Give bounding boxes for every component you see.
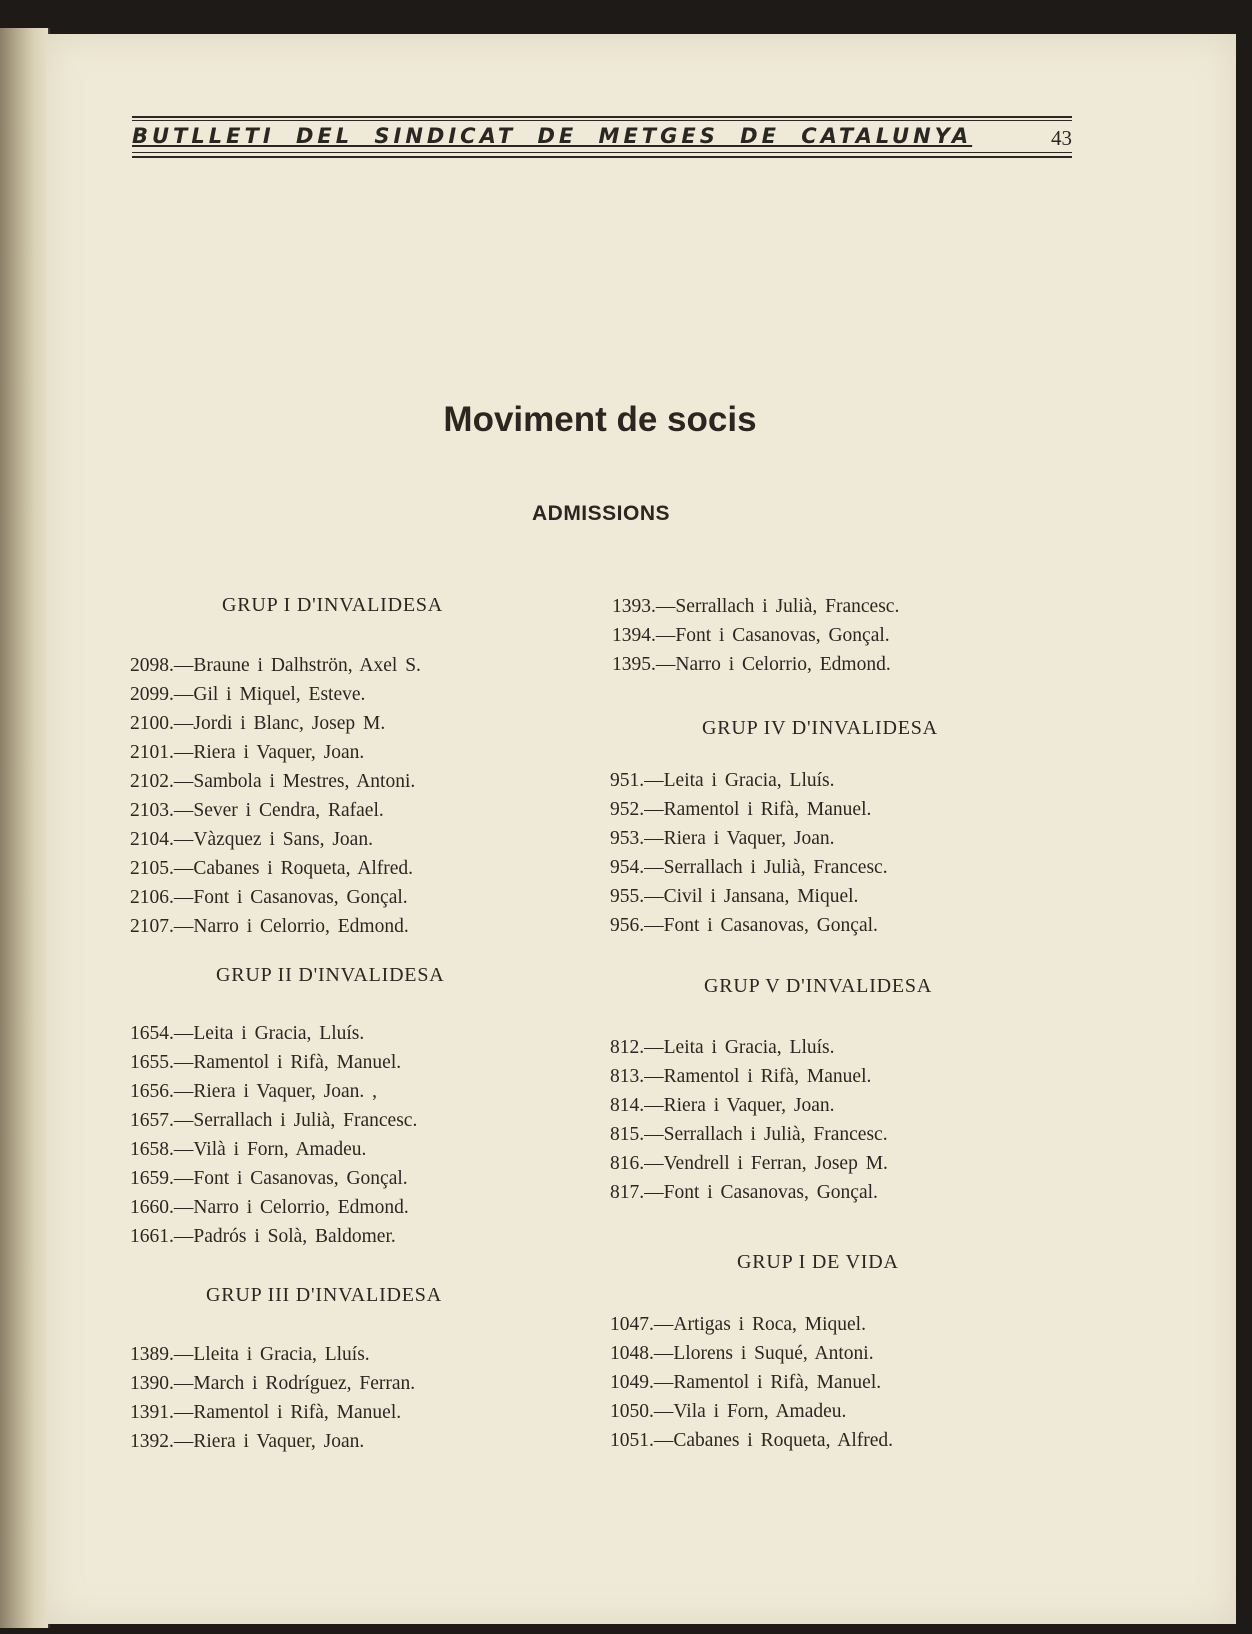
running-header bbox=[132, 116, 1072, 162]
page-number: 43 bbox=[1051, 126, 1072, 150]
list-item bbox=[610, 795, 888, 824]
member-number: 1658. bbox=[130, 1139, 174, 1160]
list-item bbox=[130, 1340, 415, 1369]
member-name: —Leita i Gracia, Lluís. bbox=[173, 1023, 365, 1044]
list-item bbox=[130, 1048, 417, 1077]
member-number: 1661. bbox=[130, 1226, 174, 1247]
member-name: —Lleita i Gracia, Lluís. bbox=[173, 1344, 370, 1365]
member-number: 1389. bbox=[130, 1344, 174, 1365]
article-title: Moviment de socis bbox=[443, 400, 757, 439]
list-item bbox=[610, 1310, 893, 1339]
member-number: 953. bbox=[610, 828, 645, 849]
list-item bbox=[130, 854, 421, 883]
list-item bbox=[130, 1427, 415, 1456]
entry-list bbox=[130, 1019, 417, 1251]
entry-list bbox=[610, 766, 888, 940]
member-name: —Civil i Jansana, Miquel. bbox=[644, 886, 859, 907]
member-number: 1047. bbox=[610, 1314, 654, 1335]
list-item bbox=[612, 650, 899, 679]
header-rule bbox=[132, 116, 1072, 118]
list-item bbox=[610, 882, 888, 911]
member-number: 2107. bbox=[130, 916, 174, 937]
member-number: 1654. bbox=[130, 1023, 174, 1044]
member-number: 2101. bbox=[130, 742, 174, 763]
member-name: —Serrallach i Julià, Francesc. bbox=[644, 857, 888, 878]
member-number: 816. bbox=[610, 1153, 645, 1174]
member-name: —Leita i Gracia, Lluís. bbox=[644, 1037, 835, 1058]
group-title: GRUP I D'INVALIDESA bbox=[222, 594, 444, 616]
member-number: 2106. bbox=[130, 887, 174, 908]
member-name: —Serrallach i Julià, Francesc. bbox=[644, 1124, 888, 1145]
member-number: 1656. bbox=[130, 1081, 174, 1102]
member-name: —Font i Casanovas, Gonçal. bbox=[644, 1182, 878, 1203]
member-name: —Ramentol i Rifà, Manuel. bbox=[644, 1066, 872, 1087]
list-item bbox=[130, 1193, 417, 1222]
member-number: 2105. bbox=[130, 858, 174, 879]
member-number: 814. bbox=[610, 1095, 645, 1116]
list-item bbox=[130, 825, 421, 854]
member-number: 1393. bbox=[612, 596, 656, 617]
member-number: 1659. bbox=[130, 1168, 174, 1189]
group-title: GRUP II D'INVALIDESA bbox=[216, 964, 445, 986]
list-item bbox=[130, 1222, 417, 1251]
member-number: 1051. bbox=[610, 1430, 654, 1451]
member-name: —Artigas i Roca, Miquel. bbox=[653, 1314, 866, 1335]
member-name: —Sambola i Mestres, Antoni. bbox=[173, 771, 416, 792]
member-name: —Ramentol i Rifà, Manuel. bbox=[653, 1372, 882, 1393]
list-item bbox=[130, 1135, 417, 1164]
member-name: —Leita i Gracia, Lluís. bbox=[644, 770, 835, 791]
list-item bbox=[130, 1019, 417, 1048]
member-name: —March i Rodríguez, Ferran. bbox=[173, 1373, 416, 1394]
list-item bbox=[610, 1368, 893, 1397]
member-number: 1050. bbox=[610, 1401, 654, 1422]
member-name: —Riera i Vaquer, Joan. bbox=[644, 1095, 835, 1116]
entry-list bbox=[130, 651, 421, 941]
list-item bbox=[130, 680, 421, 709]
member-name: —Font i Casanovas, Gonçal. bbox=[173, 887, 408, 908]
member-number: 2100. bbox=[130, 713, 174, 734]
list-item bbox=[610, 1339, 893, 1368]
member-number: 2099. bbox=[130, 684, 174, 705]
list-item bbox=[612, 592, 899, 621]
member-number: 1391. bbox=[130, 1402, 174, 1423]
member-number: 1394. bbox=[612, 625, 656, 646]
member-name: —Font i Casanovas, Gonçal. bbox=[644, 915, 878, 936]
entry-list bbox=[610, 1033, 888, 1207]
member-name: —Cabanes i Roqueta, Alfred. bbox=[173, 858, 414, 879]
list-item bbox=[610, 1062, 888, 1091]
member-number: 1048. bbox=[610, 1343, 654, 1364]
group-title: GRUP IV D'INVALIDESA bbox=[702, 717, 938, 739]
member-number: 1657. bbox=[130, 1110, 174, 1131]
member-name: —Narro i Celorrio, Edmond. bbox=[173, 1197, 409, 1218]
member-name: —Vendrell i Ferran, Josep M. bbox=[644, 1153, 888, 1174]
member-name: —Jordi i Blanc, Josep M. bbox=[173, 713, 386, 734]
member-number: 2102. bbox=[130, 771, 174, 792]
group-title: GRUP III D'INVALIDESA bbox=[206, 1284, 442, 1306]
list-item bbox=[130, 1398, 415, 1427]
list-item bbox=[130, 709, 421, 738]
member-name: —Serrallach i Julià, Francesc. bbox=[655, 596, 900, 617]
header-rule bbox=[132, 120, 1072, 121]
list-item bbox=[130, 1077, 417, 1106]
list-item bbox=[610, 1033, 888, 1062]
group-title: GRUP I DE VIDA bbox=[737, 1251, 899, 1273]
entry-list bbox=[610, 1310, 893, 1455]
book-binding bbox=[0, 28, 50, 1628]
list-item bbox=[610, 1178, 888, 1207]
header-rule bbox=[132, 156, 1072, 158]
member-name: —Riera i Vaquer, Joan. bbox=[173, 742, 365, 763]
running-title: BUTLLETI DEL SINDICAT DE METGES DE CATALUNYA bbox=[132, 124, 973, 148]
member-name: —Ramentol i Rifà, Manuel. bbox=[173, 1052, 402, 1073]
member-name: —Ramentol i Rifà, Manuel. bbox=[173, 1402, 402, 1423]
list-item bbox=[130, 1369, 415, 1398]
member-number: 2103. bbox=[130, 800, 174, 821]
member-name: —Gil i Miquel, Esteve. bbox=[173, 684, 366, 705]
member-name: —Font i Casanovas, Gonçal. bbox=[655, 625, 890, 646]
entry-list bbox=[130, 1340, 415, 1456]
list-item bbox=[610, 766, 888, 795]
member-number: 817. bbox=[610, 1182, 645, 1203]
list-item bbox=[610, 1426, 893, 1455]
list-item bbox=[130, 738, 421, 767]
group-title: GRUP V D'INVALIDESA bbox=[704, 975, 933, 997]
member-name: —Font i Casanovas, Gonçal. bbox=[173, 1168, 408, 1189]
member-name: —Riera i Vaquer, Joan. , bbox=[173, 1081, 377, 1102]
list-item bbox=[130, 1106, 417, 1135]
member-number: 2098. bbox=[130, 655, 174, 676]
member-number: 812. bbox=[610, 1037, 645, 1058]
member-number: 815. bbox=[610, 1124, 645, 1145]
member-name: —Narro i Celorrio, Edmond. bbox=[173, 916, 409, 937]
member-number: 1049. bbox=[610, 1372, 654, 1393]
member-name: —Riera i Vaquer, Joan. bbox=[173, 1431, 365, 1452]
list-item bbox=[130, 1164, 417, 1193]
member-number: 956. bbox=[610, 915, 645, 936]
member-number: 951. bbox=[610, 770, 645, 791]
list-item bbox=[610, 1397, 893, 1426]
member-number: 1660. bbox=[130, 1197, 174, 1218]
member-name: —Narro i Celorrio, Edmond. bbox=[655, 654, 891, 675]
member-number: 952. bbox=[610, 799, 645, 820]
member-name: —Llorens i Suqué, Antoni. bbox=[653, 1343, 874, 1364]
member-name: —Riera i Vaquer, Joan. bbox=[644, 828, 835, 849]
list-item bbox=[130, 912, 421, 941]
member-name: —Padrós i Solà, Baldomer. bbox=[173, 1226, 396, 1247]
member-name: —Serrallach i Julià, Francesc. bbox=[173, 1110, 418, 1131]
member-name: —Vàzquez i Sans, Joan. bbox=[173, 829, 373, 850]
list-item bbox=[130, 767, 421, 796]
list-item bbox=[612, 621, 899, 650]
member-name: —Vila i Forn, Amadeu. bbox=[653, 1401, 847, 1422]
list-item bbox=[610, 1091, 888, 1120]
member-number: 2104. bbox=[130, 829, 174, 850]
list-item bbox=[610, 824, 888, 853]
member-name: —Ramentol i Rifà, Manuel. bbox=[644, 799, 872, 820]
member-number: 955. bbox=[610, 886, 645, 907]
list-item bbox=[610, 1149, 888, 1178]
member-number: 1390. bbox=[130, 1373, 174, 1394]
member-name: —Braune i Dalhströn, Axel S. bbox=[173, 655, 421, 676]
member-number: 954. bbox=[610, 857, 645, 878]
member-number: 1655. bbox=[130, 1052, 174, 1073]
section-title: ADMISSIONS bbox=[531, 502, 670, 525]
member-name: —Cabanes i Roqueta, Alfred. bbox=[653, 1430, 894, 1451]
member-name: —Vilà i Forn, Amadeu. bbox=[173, 1139, 367, 1160]
list-item bbox=[130, 651, 421, 680]
list-item bbox=[610, 1120, 888, 1149]
member-number: 1392. bbox=[130, 1431, 174, 1452]
member-number: 813. bbox=[610, 1066, 645, 1087]
list-item bbox=[610, 911, 888, 940]
list-item bbox=[130, 796, 421, 825]
header-rule bbox=[132, 152, 1072, 153]
member-name: —Sever i Cendra, Rafael. bbox=[173, 800, 384, 821]
member-number: 1395. bbox=[612, 654, 656, 675]
entry-list bbox=[612, 592, 899, 679]
list-item bbox=[130, 883, 421, 912]
list-item bbox=[610, 853, 888, 882]
